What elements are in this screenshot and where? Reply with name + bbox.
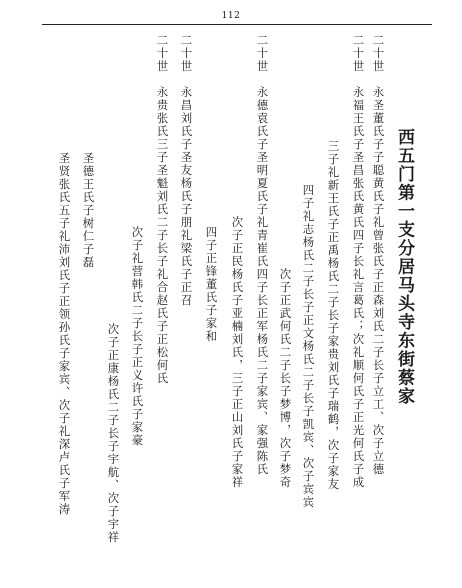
entry-column-11: 次子礼营韩氏二子长子正义许氏子家豪 xyxy=(130,226,145,447)
header-rule xyxy=(42,24,432,25)
entry-column-14: 圣贤张氏五子礼沛刘氏子正领孙氏子家宾、次子礼深卢氏子军涛 xyxy=(57,152,72,516)
entry-column-12: 次子正康杨氏二子长子宇航、次子宇祥 xyxy=(106,323,121,544)
entry-column-5: 次子正武何氏二子长子梦博，次子梦奇 xyxy=(278,268,293,489)
page-number: 112 xyxy=(221,11,241,21)
entry-column-4: 四子礼志杨氏二子长子正文杨氏二子长子凯宾、次子宾宾 xyxy=(301,184,316,509)
entry-column-8: 四子正锋董氏子家和 xyxy=(204,226,219,343)
entry-column-7: 次子正民杨氏子亚楠刘氏，三子正山刘氏子家祥 xyxy=(230,216,245,489)
entry-column-1: 二十世 永圣董氏子子聪黄氏子礼曾张氏子正森刘氏二子长子立工、次子立德 xyxy=(371,34,386,476)
entry-column-10: 二十世 永贵张氏三子圣魁刘氏二子长子礼合赵氏子正松何氏 xyxy=(155,34,170,385)
entry-column-6: 二十世 永德袁氏子圣明夏氏子礼青崔氏四子长正军杨氏二子家宾、家强陈氏 xyxy=(255,34,270,476)
entry-column-2: 二十世 永福王氏子圣昌张氏黄氏四子长礼言葛氏；次礼顺何氏子正光何氏子成 xyxy=(351,34,366,489)
section-title: 西五门第一支分居马头寺东街蔡家 xyxy=(394,128,414,406)
entry-column-9: 二十世 永昌刘氏子圣友杨氏子朋礼梁氏子正召 xyxy=(179,34,194,307)
entry-column-3: 三子礼新王氏子正禹杨氏二子长子家贵刘氏子瑞鹤，次子家友 xyxy=(326,140,341,491)
entry-column-13: 圣德王氏子树仁子磊 xyxy=(81,152,96,269)
